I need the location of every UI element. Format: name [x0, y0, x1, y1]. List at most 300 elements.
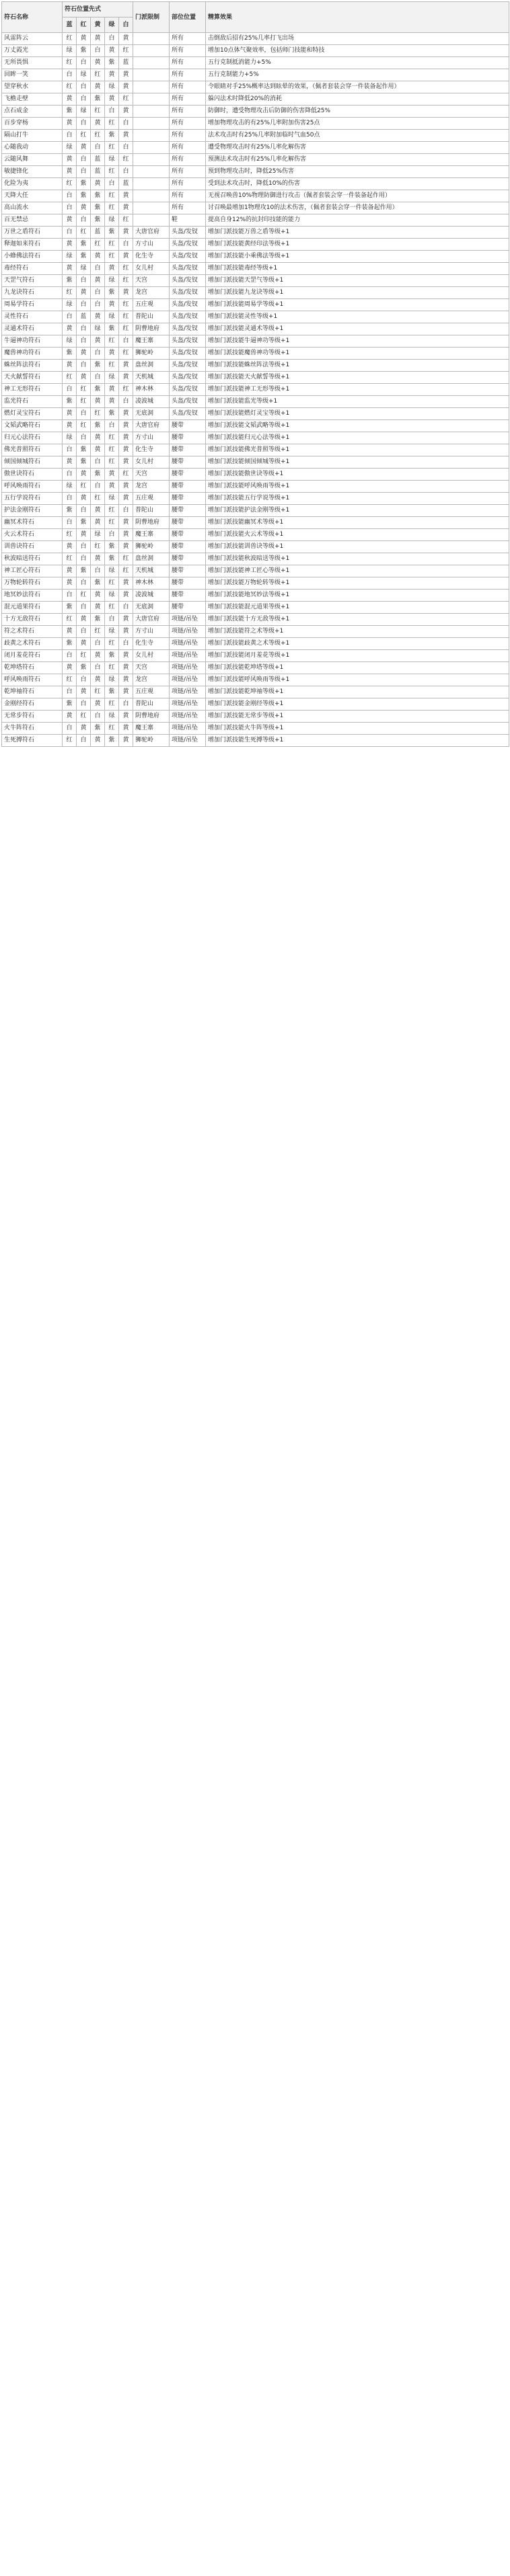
table-row [2, 118, 509, 130]
rune-slot: 红 [63, 372, 77, 384]
rune-name: 闭月羞花符石 [2, 650, 63, 662]
rune-slot: 白 [77, 57, 91, 69]
table-row [2, 69, 509, 81]
rune-name: 混元道果符石 [2, 602, 63, 614]
rune-slot: 白 [63, 190, 77, 202]
rune-position: 头盔/发钗 [170, 227, 206, 239]
rune-slot: 黄 [91, 311, 105, 323]
rune-slot: 白 [119, 142, 133, 154]
rune-slot: 紫 [105, 323, 119, 335]
rune-slot: 白 [105, 33, 119, 45]
rune-position: 头盔/发钗 [170, 263, 206, 275]
rune-effect: 增加门派技能九龙诀等级+1 [206, 287, 509, 299]
rune-name: 云随风舞 [2, 154, 63, 166]
rune-slot: 黄 [91, 178, 105, 190]
rune-slot: 红 [91, 106, 105, 118]
rune-effect: 增加门派技能蛛丝阵法等级+1 [206, 360, 509, 372]
rune-effect: 受到法术攻击时，降低10%的伤害 [206, 178, 509, 190]
rune-position: 所有 [170, 166, 206, 178]
rune-slot: 白 [105, 420, 119, 432]
rune-slot: 红 [77, 130, 91, 142]
rune-effect: 增加门派技能生死搏等级+1 [206, 735, 509, 747]
rune-slot: 紫 [105, 686, 119, 698]
table-row [2, 360, 509, 372]
rune-name: 天降大任 [2, 190, 63, 202]
rune-door [133, 130, 170, 142]
rune-effect: 增加门派技能万兽之盾等级+1 [206, 227, 509, 239]
rune-slot: 白 [77, 432, 91, 444]
rune-slot: 黄 [119, 420, 133, 432]
rune-slot: 白 [63, 590, 77, 602]
rune-effect: 增加门派技能傲世诀等级+1 [206, 469, 509, 481]
rune-slot: 红 [119, 384, 133, 396]
rune-door: 狮驼岭 [133, 348, 170, 360]
rune-slot: 红 [105, 505, 119, 517]
rune-position: 所有 [170, 178, 206, 190]
rune-effect: 增加门派技能呼风唤雨等级+1 [206, 674, 509, 686]
rune-position: 腰带 [170, 590, 206, 602]
rune-position: 腰带 [170, 553, 206, 565]
rune-slot: 黄 [77, 469, 91, 481]
rune-slot: 白 [77, 408, 91, 420]
table-row [2, 299, 509, 311]
rune-slot: 白 [63, 384, 77, 396]
table-row [2, 602, 509, 614]
rune-position: 头盔/发钗 [170, 360, 206, 372]
rune-slot: 白 [63, 469, 77, 481]
rune-slot: 红 [77, 420, 91, 432]
rune-name: 飞檐走壁 [2, 93, 63, 106]
rune-slot: 白 [119, 166, 133, 178]
rune-slot: 红 [63, 57, 77, 69]
rune-name: 幽冥术符石 [2, 517, 63, 529]
rune-slot: 绿 [105, 214, 119, 227]
rune-slot: 黄 [91, 275, 105, 287]
rune-position: 所有 [170, 130, 206, 142]
rune-slot: 紫 [77, 565, 91, 577]
rune-name: 燃灯灵宝符石 [2, 408, 63, 420]
rune-door: 方寸山 [133, 432, 170, 444]
rune-slot: 白 [63, 650, 77, 662]
rune-slot: 绿 [105, 311, 119, 323]
rune-position: 头盔/发钗 [170, 348, 206, 360]
rune-position: 项链/吊坠 [170, 723, 206, 735]
rune-door: 大唐官府 [133, 227, 170, 239]
rune-slot: 白 [91, 299, 105, 311]
rune-slot: 黄 [91, 735, 105, 747]
rune-slot: 白 [77, 505, 91, 517]
rune-slot: 黄 [119, 735, 133, 747]
header-pos: 部位位置 [170, 2, 206, 33]
rune-effect: 增加物理攻击的有25%几率附加伤害25点 [206, 118, 509, 130]
table-row [2, 275, 509, 287]
rune-slot: 紫 [91, 190, 105, 202]
rune-door: 神木林 [133, 577, 170, 590]
table-row [2, 650, 509, 662]
rune-name: 符之术符石 [2, 626, 63, 638]
rune-door: 无底洞 [133, 408, 170, 420]
rune-slot: 白 [63, 202, 77, 214]
rune-slot: 黄 [63, 166, 77, 178]
rune-slot: 黄 [119, 662, 133, 674]
rune-slot: 红 [105, 190, 119, 202]
rune-position: 头盔/发钗 [170, 408, 206, 420]
rune-slot: 红 [63, 553, 77, 565]
rune-effect: 增加门派技能地冥妙法等级+1 [206, 590, 509, 602]
table-row [2, 590, 509, 602]
rune-position: 鞋 [170, 214, 206, 227]
rune-slot: 红 [119, 323, 133, 335]
table-row [2, 517, 509, 529]
rune-effect: 预到物理攻击时，降低25%伤害 [206, 166, 509, 178]
rune-slot: 红 [119, 263, 133, 275]
rune-slot: 黄 [119, 33, 133, 45]
rune-door: 狮驼岭 [133, 541, 170, 553]
table-row [2, 372, 509, 384]
rune-door: 女儿村 [133, 263, 170, 275]
rune-slot: 红 [119, 311, 133, 323]
table-row [2, 711, 509, 723]
rune-slot: 绿 [105, 590, 119, 602]
rune-slot: 红 [91, 493, 105, 505]
rune-door: 阴曹地府 [133, 323, 170, 335]
rune-effect: 增加门派技能幽冥术等级+1 [206, 517, 509, 529]
rune-name: 乾坤塔符石 [2, 662, 63, 674]
rune-door: 天宫 [133, 662, 170, 674]
rune-slot: 红 [105, 662, 119, 674]
rune-effect: 增加门派技能小乘佛法等级+1 [206, 251, 509, 263]
rune-effect: 五行克制能力+5% [206, 69, 509, 81]
rune-slot: 红 [63, 33, 77, 45]
header-name: 符石名称 [2, 2, 63, 33]
rune-slot: 白 [77, 154, 91, 166]
rune-slot: 黄 [119, 408, 133, 420]
rune-position: 所有 [170, 202, 206, 214]
rune-slot: 紫 [63, 698, 77, 711]
rune-slot: 绿 [63, 45, 77, 57]
rune-door: 龙宫 [133, 287, 170, 299]
rune-slot: 黄 [119, 444, 133, 456]
table-row [2, 469, 509, 481]
rune-door [133, 190, 170, 202]
rune-slot: 白 [63, 444, 77, 456]
table-row [2, 638, 509, 650]
rune-slot: 绿 [105, 711, 119, 723]
rune-slot: 黄 [91, 505, 105, 517]
rune-slot: 红 [105, 239, 119, 251]
rune-slot: 紫 [91, 577, 105, 590]
rune-slot: 紫 [91, 214, 105, 227]
rune-name: 歧黄之术符石 [2, 638, 63, 650]
rune-door [133, 154, 170, 166]
rune-slot: 白 [63, 130, 77, 142]
rune-slot: 红 [91, 69, 105, 81]
rune-slot: 红 [77, 711, 91, 723]
rune-effect: 增加门派技能灵性等级+1 [206, 311, 509, 323]
table-row [2, 432, 509, 444]
rune-slot: 白 [91, 565, 105, 577]
rune-name: 灵性符石 [2, 311, 63, 323]
rune-slot: 黄 [105, 396, 119, 408]
rune-slot: 蓝 [77, 311, 91, 323]
rune-slot: 黄 [91, 81, 105, 93]
rune-door: 五庄观 [133, 686, 170, 698]
rune-slot: 红 [91, 541, 105, 553]
rune-slot: 绿 [105, 81, 119, 93]
rune-slot: 红 [119, 565, 133, 577]
rune-slot: 紫 [105, 57, 119, 69]
rune-slot: 蓝 [119, 178, 133, 190]
rune-door: 五庄观 [133, 493, 170, 505]
rune-position: 腰带 [170, 432, 206, 444]
rune-slot: 黄 [105, 263, 119, 275]
rune-position: 腰带 [170, 565, 206, 577]
rune-slot: 黄 [63, 420, 77, 432]
rune-door [133, 214, 170, 227]
rune-slot: 黄 [77, 202, 91, 214]
rune-slot: 绿 [63, 251, 77, 263]
rune-door [133, 33, 170, 45]
rune-name: 牛逼神功符石 [2, 335, 63, 348]
rune-position: 腰带 [170, 456, 206, 469]
header-effect: 精算效果 [206, 2, 509, 33]
table-row [2, 384, 509, 396]
rune-slot: 黄 [105, 481, 119, 493]
rune-door [133, 166, 170, 178]
rune-door: 天宫 [133, 275, 170, 287]
rune-slot: 红 [119, 93, 133, 106]
rune-slot: 红 [77, 384, 91, 396]
rune-slot: 白 [119, 698, 133, 711]
rune-name: 心随我动 [2, 142, 63, 154]
rune-name: 万丈霞光 [2, 45, 63, 57]
rune-effect: 增加门派技能符之术等级+1 [206, 626, 509, 638]
rune-slot: 黄 [119, 650, 133, 662]
table-row [2, 505, 509, 517]
rune-position: 腰带 [170, 602, 206, 614]
rune-effect: 增加门派技能黄经印法等级+1 [206, 239, 509, 251]
table-row [2, 626, 509, 638]
rune-slot: 紫 [63, 602, 77, 614]
rune-name: 魔兽神功符石 [2, 348, 63, 360]
rune-slot: 白 [77, 335, 91, 348]
table-row [2, 251, 509, 263]
rune-slot: 黄 [91, 396, 105, 408]
rune-slot: 白 [91, 711, 105, 723]
table-row [2, 323, 509, 335]
rune-slot: 红 [77, 396, 91, 408]
rune-effect: 增加门派技能乾坤袖等级+1 [206, 686, 509, 698]
rune-slot: 白 [91, 45, 105, 57]
rune-slot: 黄 [63, 541, 77, 553]
rune-name: 万物轮转符石 [2, 577, 63, 590]
rune-name: 护法金刚符石 [2, 505, 63, 517]
rune-name: 地冥妙法符石 [2, 590, 63, 602]
rune-position: 腰带 [170, 529, 206, 541]
rune-slot: 黄 [63, 93, 77, 106]
rune-slot: 黄 [63, 408, 77, 420]
rune-slot: 黄 [77, 287, 91, 299]
rune-slot: 红 [105, 577, 119, 590]
rune-slot: 白 [77, 602, 91, 614]
rune-slot: 黄 [119, 81, 133, 93]
rune-door: 魔王寨 [133, 335, 170, 348]
rune-effect: 增加门派技能牛逼神功等级+1 [206, 335, 509, 348]
rune-effect: 增加门派技能天火献誓等级+1 [206, 372, 509, 384]
rune-slot: 白 [63, 311, 77, 323]
header-slot-1: 蓝 [63, 17, 77, 33]
rune-name: 回眸一笑 [2, 69, 63, 81]
rune-slot: 红 [119, 214, 133, 227]
table-row [2, 396, 509, 408]
rune-slot: 黄 [105, 348, 119, 360]
rune-position: 所有 [170, 69, 206, 81]
rune-name: 火云术符石 [2, 529, 63, 541]
rune-position: 项链/吊坠 [170, 614, 206, 626]
rune-slot: 绿 [63, 432, 77, 444]
rune-name: 秋波暗送符石 [2, 553, 63, 565]
rune-slot: 黄 [77, 529, 91, 541]
rune-slot: 黄 [63, 263, 77, 275]
rune-slot: 白 [105, 614, 119, 626]
rune-effect: 增加门派技能金刚经等级+1 [206, 698, 509, 711]
rune-slot: 黄 [91, 590, 105, 602]
rune-effect: 预测法术攻击时有25%几率化解伤害 [206, 154, 509, 166]
rune-slot: 黄 [91, 698, 105, 711]
rune-slot: 绿 [105, 674, 119, 686]
rune-slot: 黄 [63, 456, 77, 469]
table-row [2, 674, 509, 686]
rune-slot: 黄 [91, 517, 105, 529]
rune-slot: 绿 [105, 565, 119, 577]
rune-slot: 黄 [77, 33, 91, 45]
rune-slot: 紫 [105, 287, 119, 299]
rune-slot: 黄 [91, 33, 105, 45]
rune-effect: 增加门派技能佛光普照等级+1 [206, 444, 509, 456]
rune-slot: 黄 [119, 590, 133, 602]
rune-slot: 黄 [119, 577, 133, 590]
rune-slot: 红 [63, 674, 77, 686]
rune-door: 狮驼岭 [133, 735, 170, 747]
rune-slot: 红 [119, 45, 133, 57]
rune-door [133, 106, 170, 118]
rune-position: 所有 [170, 118, 206, 130]
rune-slot: 紫 [105, 541, 119, 553]
rune-name: 佛光普照符石 [2, 444, 63, 456]
table-row [2, 723, 509, 735]
rune-slot: 黄 [119, 674, 133, 686]
rune-position: 头盔/发钗 [170, 335, 206, 348]
rune-slot: 黄 [119, 493, 133, 505]
rune-slot: 红 [63, 614, 77, 626]
rune-slot: 黄 [119, 456, 133, 469]
rune-position: 头盔/发钗 [170, 372, 206, 384]
rune-slot: 黄 [63, 565, 77, 577]
rune-slot: 白 [119, 118, 133, 130]
rune-door: 普陀山 [133, 311, 170, 323]
rune-position: 所有 [170, 190, 206, 202]
rune-effect: 增加门派技能毒经等级+1 [206, 263, 509, 275]
rune-position: 所有 [170, 45, 206, 57]
rune-door [133, 202, 170, 214]
rune-slot: 黄 [119, 130, 133, 142]
rune-slot: 红 [91, 626, 105, 638]
rune-door: 天宫 [133, 469, 170, 481]
rune-slot: 红 [105, 602, 119, 614]
rune-slot: 绿 [105, 626, 119, 638]
rune-position: 所有 [170, 57, 206, 69]
rune-slot: 红 [105, 456, 119, 469]
rune-slot: 绿 [77, 106, 91, 118]
rune-effect: 无视召唤兽10%物理防御进行攻击（佩者套装会穿一件装备起作用） [206, 190, 509, 202]
rune-slot: 红 [105, 118, 119, 130]
rune-slot: 红 [105, 638, 119, 650]
rune-door: 无底洞 [133, 602, 170, 614]
header-slot-5: 白 [119, 17, 133, 33]
table-row [2, 93, 509, 106]
table-row [2, 420, 509, 432]
rune-slot: 黄 [91, 650, 105, 662]
rune-slot: 红 [91, 239, 105, 251]
rune-slot: 黄 [91, 432, 105, 444]
rune-slot: 白 [77, 626, 91, 638]
rune-name: 文韬武略符石 [2, 420, 63, 432]
rune-position: 头盔/发钗 [170, 299, 206, 311]
rune-slot: 黄 [63, 154, 77, 166]
rune-slot: 黄 [119, 614, 133, 626]
rune-slot: 白 [119, 638, 133, 650]
table-row [2, 444, 509, 456]
rune-position: 项链/吊坠 [170, 686, 206, 698]
rune-slot: 紫 [105, 650, 119, 662]
rune-slot: 白 [63, 493, 77, 505]
table-row [2, 106, 509, 118]
rune-effect: 增加门派技能归元心法等级+1 [206, 432, 509, 444]
table-row [2, 698, 509, 711]
rune-slot: 绿 [105, 372, 119, 384]
rune-slot: 红 [91, 130, 105, 142]
rune-door: 魔王寨 [133, 529, 170, 541]
rune-slot: 红 [105, 251, 119, 263]
rune-slot: 绿 [105, 154, 119, 166]
rune-name: 呼风唤雨符石 [2, 674, 63, 686]
rune-slot: 白 [77, 118, 91, 130]
rune-slot: 白 [91, 638, 105, 650]
rune-slot: 黄 [63, 118, 77, 130]
rune-name: 释迦如来符石 [2, 239, 63, 251]
rune-slot: 绿 [91, 323, 105, 335]
rune-slot: 白 [77, 93, 91, 106]
table-row [2, 553, 509, 565]
rune-slot: 黄 [105, 69, 119, 81]
rune-slot: 紫 [91, 723, 105, 735]
rune-slot: 红 [63, 178, 77, 190]
rune-position: 腰带 [170, 505, 206, 517]
rune-slot: 黄 [105, 469, 119, 481]
table-row [2, 662, 509, 674]
rune-position: 头盔/发钗 [170, 384, 206, 396]
rune-name: 神工匠心符石 [2, 565, 63, 577]
rune-position: 头盔/发钗 [170, 287, 206, 299]
table-row [2, 735, 509, 747]
rune-slot: 白 [91, 481, 105, 493]
rune-slot: 黄 [91, 553, 105, 565]
rune-effect: 增加门派技能护法金刚等级+1 [206, 505, 509, 517]
rune-name: 生死搏符石 [2, 735, 63, 747]
rune-slot: 黄 [91, 57, 105, 69]
rune-slot: 红 [105, 142, 119, 154]
rune-slot: 红 [91, 686, 105, 698]
